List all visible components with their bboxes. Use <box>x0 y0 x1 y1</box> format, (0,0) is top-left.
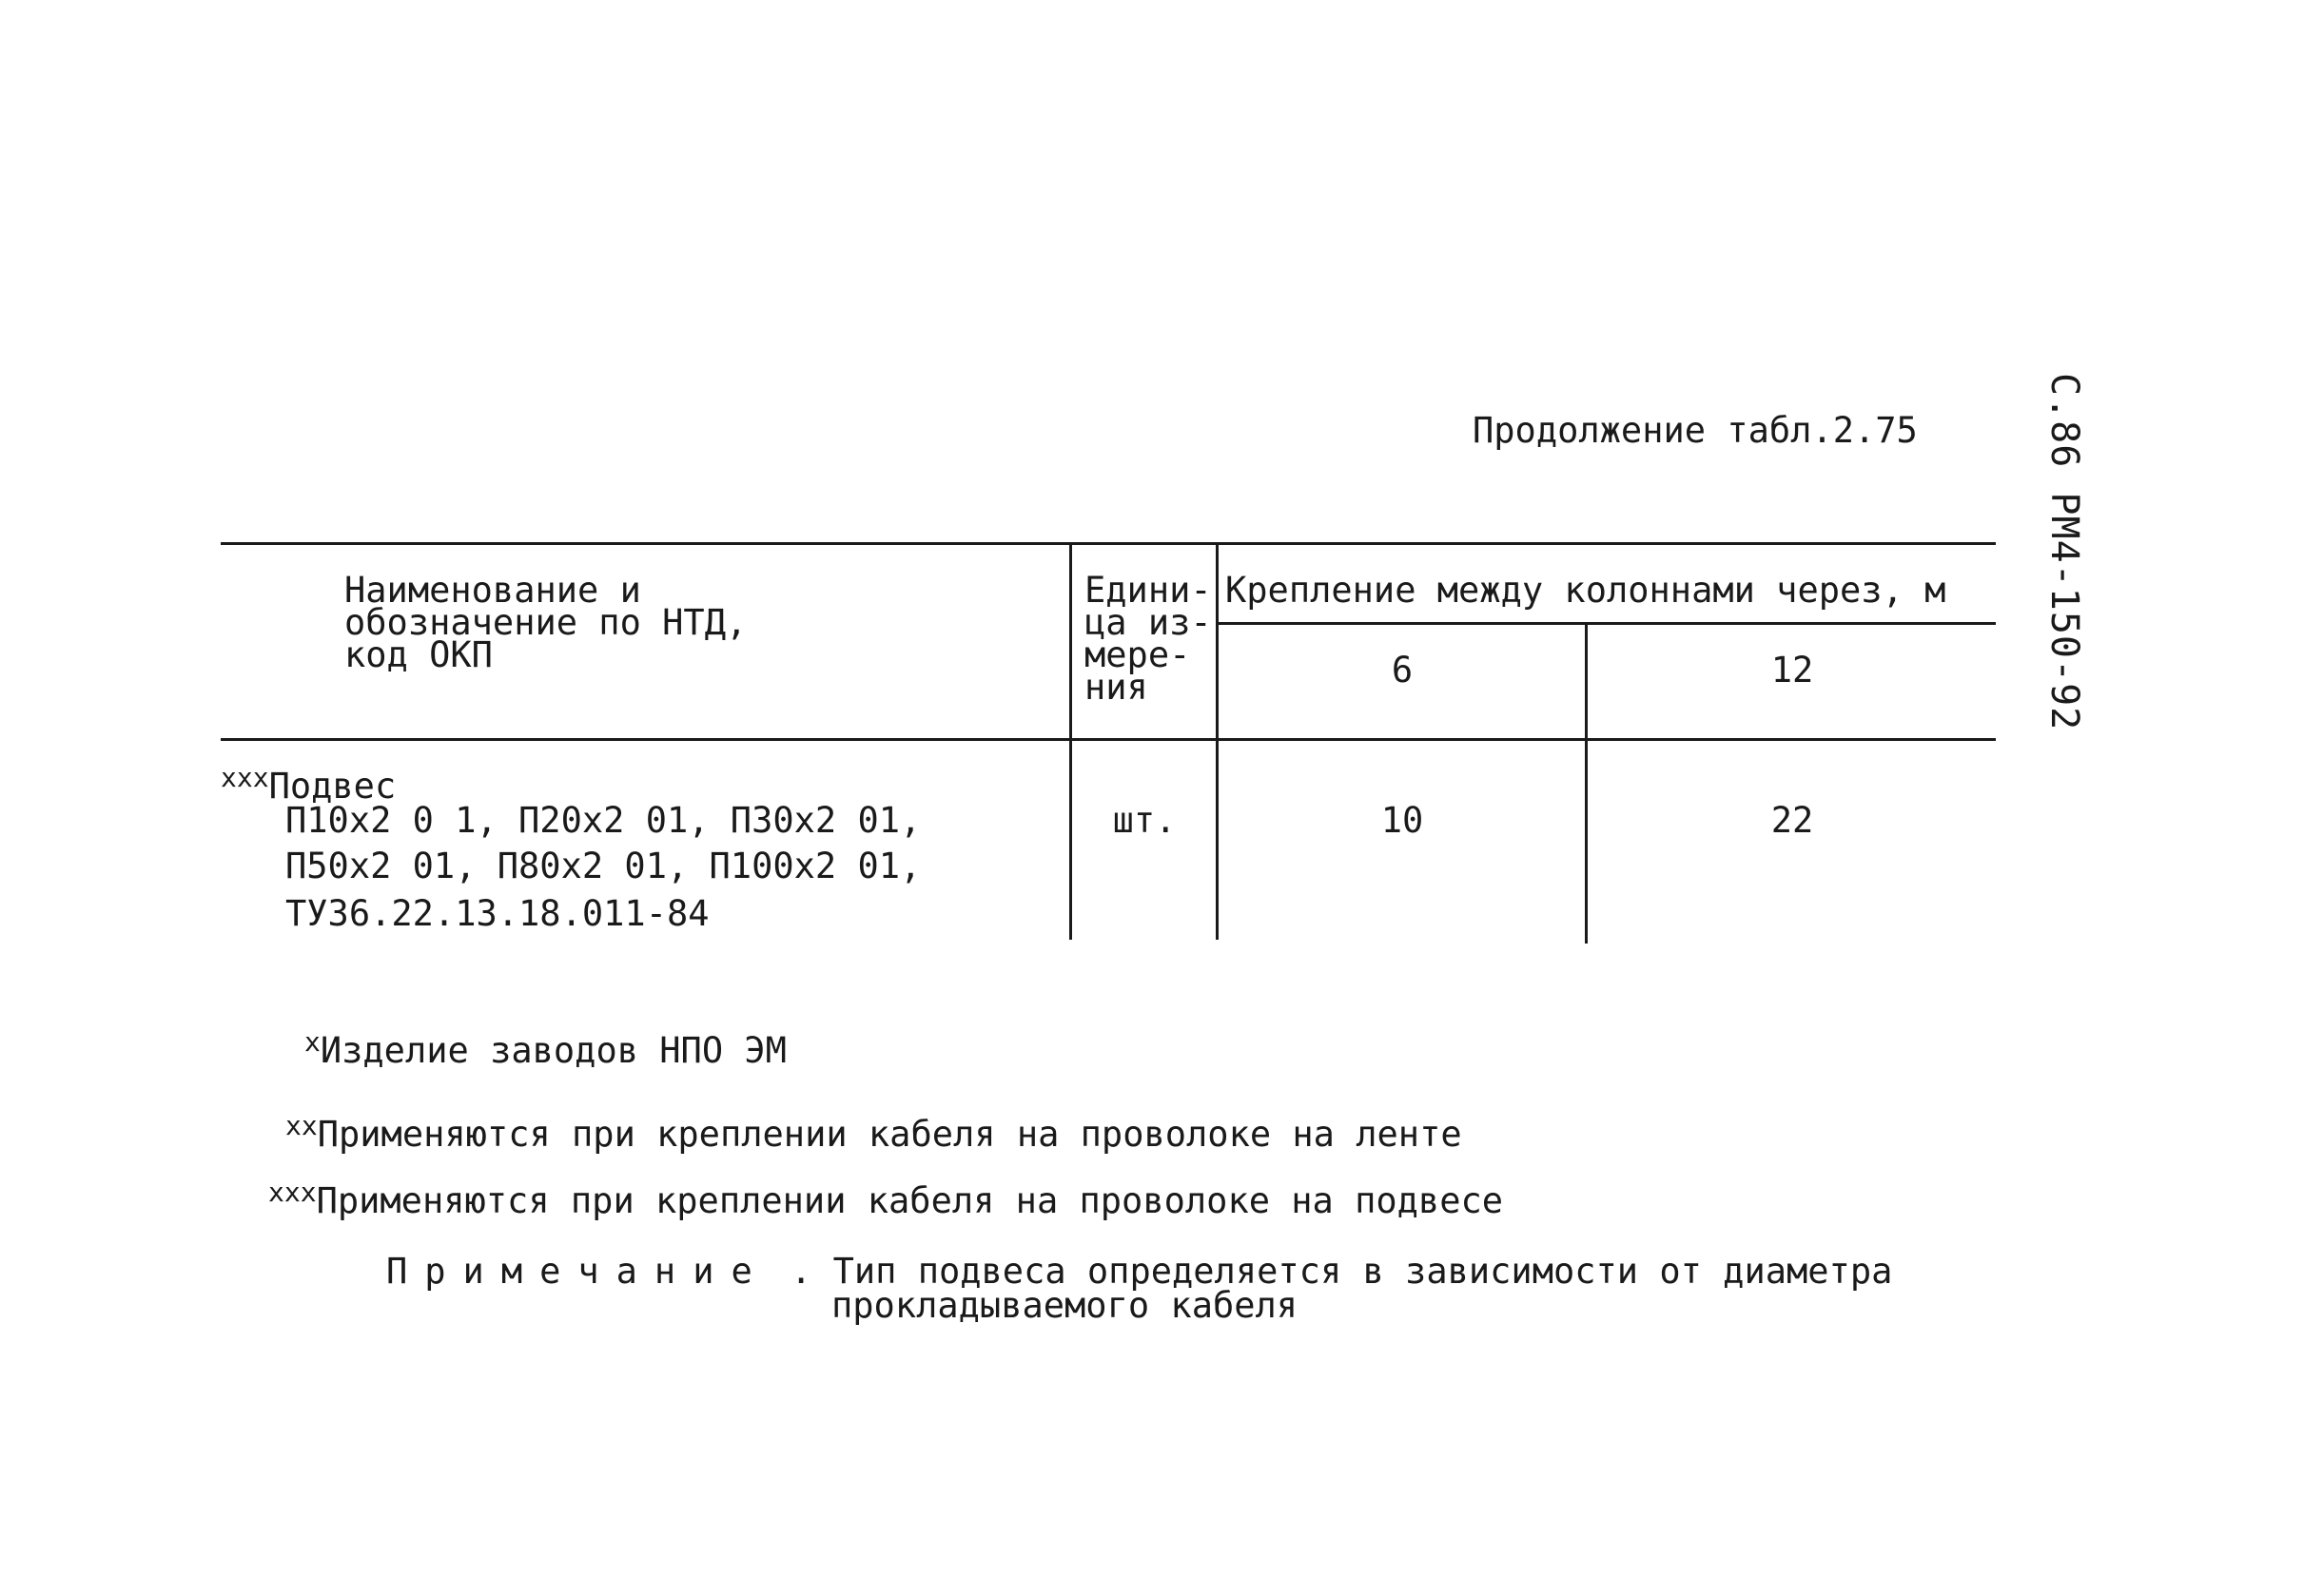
header-unit-line-4: ния <box>1084 667 1148 708</box>
note-label: Примечание <box>386 1251 770 1292</box>
header-unit-line-1: Едини- <box>1084 570 1212 611</box>
footnote-3 <box>268 1177 1504 1221</box>
header-name-line-3: код ОКП <box>344 634 493 675</box>
table-caption: Продолжение табл.2.75 <box>1473 410 1918 451</box>
note-text-line-2: прокладываемого кабеля <box>831 1285 1298 1326</box>
header-bottom-rule <box>221 738 1996 741</box>
table-row-name-line-2: П10х2 0 1, П20х2 01, П30х2 01, <box>285 800 922 841</box>
footnote-mark: x <box>304 1026 321 1058</box>
row-item-title: Подвес <box>268 766 397 807</box>
page-code <box>2042 373 2112 731</box>
table-row-name-line-4: ТУ36.22.13.18.011-84 <box>285 893 710 934</box>
header-spacing-6: 6 <box>1391 650 1414 691</box>
table-top-rule <box>221 542 1996 545</box>
note <box>386 1251 1893 1292</box>
table-row-unit: шт. <box>1112 800 1177 841</box>
note-separator: . <box>769 1251 833 1292</box>
table-row-name-line-3: П50х2 01, П80х2 01, П100х2 01, <box>285 846 922 886</box>
header-unit-line-2: ца из- <box>1084 602 1212 643</box>
page-code-text: С.86 РМ4-150-92 <box>2042 373 2086 731</box>
table-row-name-line-1 <box>221 762 397 807</box>
footnote-2 <box>285 1110 1462 1155</box>
footnote-mark: xx <box>285 1110 318 1141</box>
footnote-1 <box>304 1026 787 1071</box>
group-header-rule <box>1218 622 1996 625</box>
header-unit-line-3: мере- <box>1084 634 1191 675</box>
spacing-col-divider <box>1585 624 1588 944</box>
footnote-text: Применяются при креплении кабеля на проволоке на подвесе <box>316 1180 1504 1221</box>
values-col-divider <box>1216 542 1219 940</box>
footnote-text: Применяются при креплении кабеля на проволоке на ленте <box>317 1114 1462 1155</box>
header-name-line-2: обозначение по НТД, <box>344 602 748 643</box>
unit-col-divider <box>1069 542 1072 940</box>
header-spacing-group: Крепление между колоннами через, м <box>1225 570 1946 611</box>
footnote-mark: xxx <box>221 762 269 793</box>
footnote-mark: xxx <box>268 1177 317 1208</box>
note-text-line-1: Тип подвеса определяется в зависимости от диаметра <box>832 1251 1893 1292</box>
header-name-line-1: Наименование и <box>344 570 641 611</box>
header-spacing-12: 12 <box>1770 650 1814 691</box>
table-row-value-12: 22 <box>1770 800 1814 841</box>
footnote-text: Изделие заводов НПО ЭМ <box>320 1030 787 1071</box>
table-row-value-6: 10 <box>1380 800 1424 841</box>
